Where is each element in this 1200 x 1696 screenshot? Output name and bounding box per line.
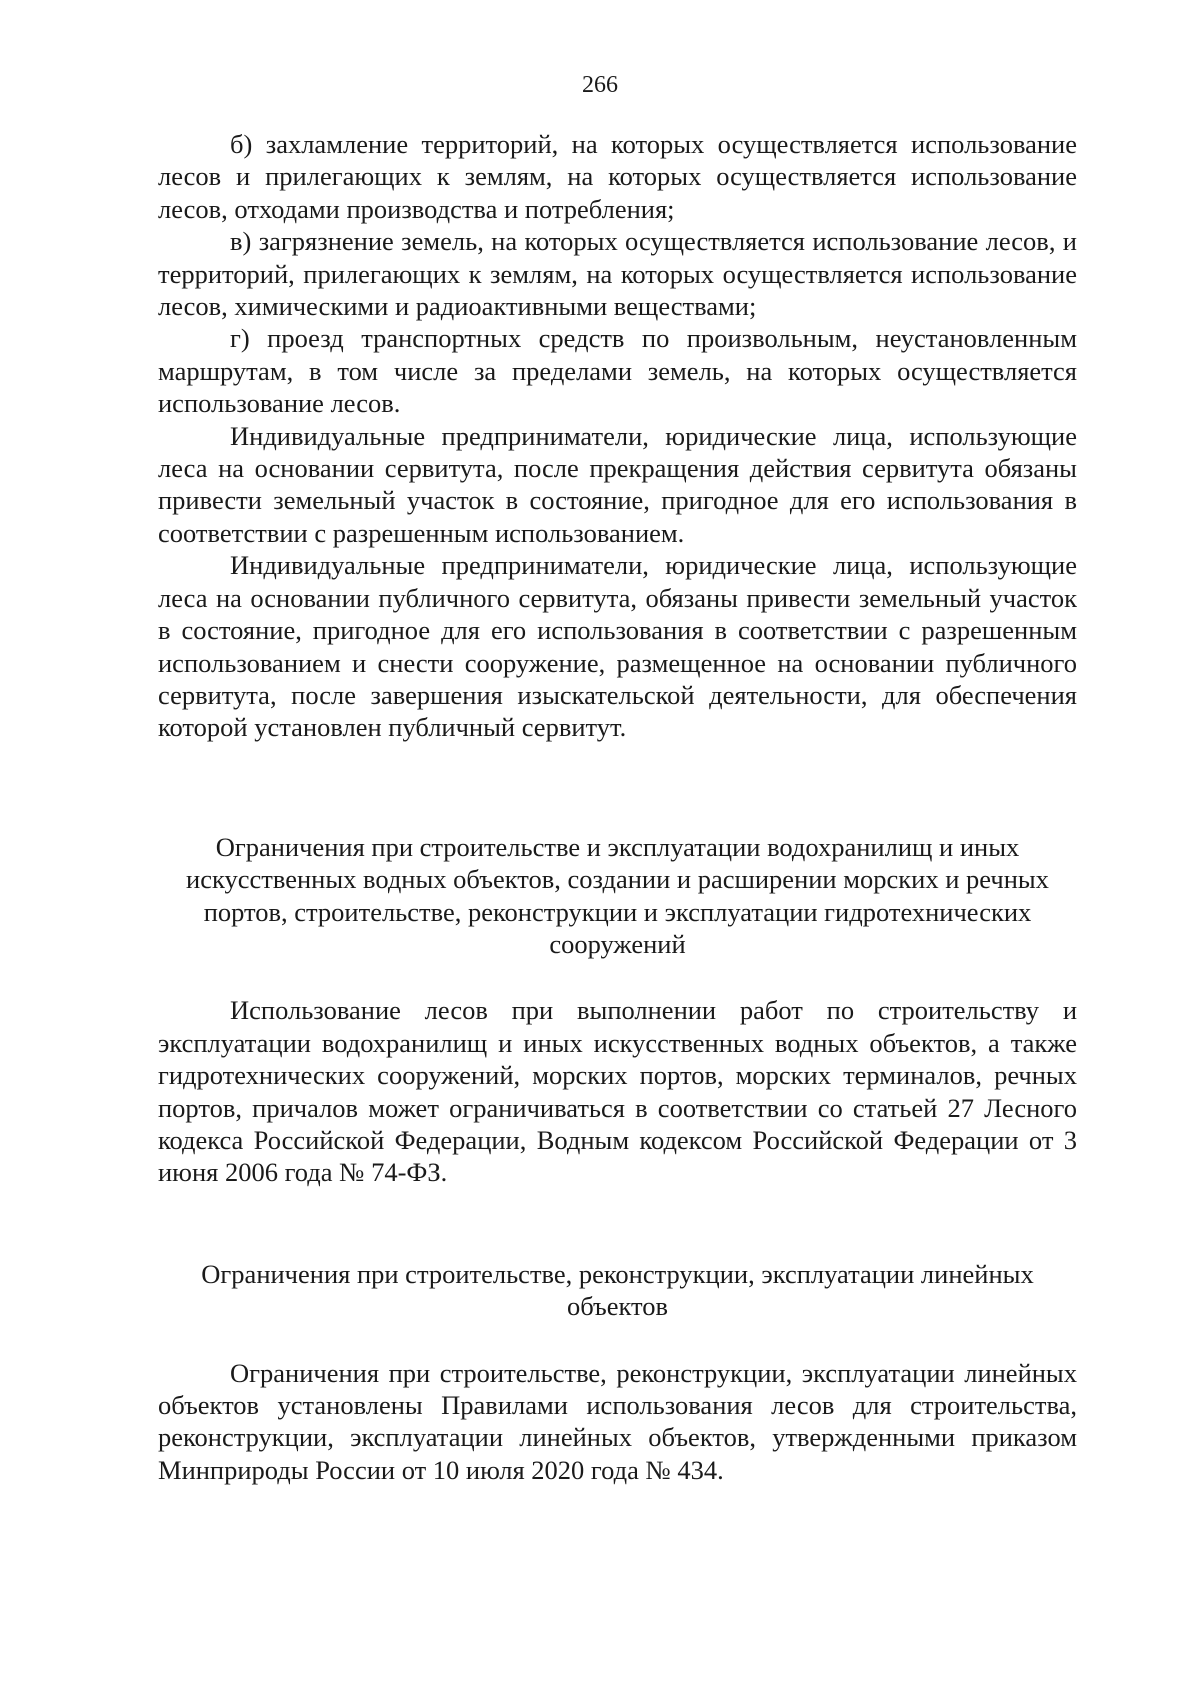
page-number: 266 [582, 72, 618, 98]
paragraph-public-servitude: Индивидуальные предприниматели, юридические лица, использующие леса на основании публичного сервитута, обязаны привести земельный участок в состояние, пригодное для его использования в соответствии с разрешенным использованием и снести сооружение, размещенное на основании публичного сервитута, после завершения изыскательской деятельности, для обеспечения которой установлен публичный сервитут. [158, 550, 1077, 743]
paragraph-servitude: Индивидуальные предприниматели, юридические лица, использующие леса на основании сервитута, после прекращения действия сервитута обязаны привести земельный участок в состояние, пригодное для его использования в соответствии с разрешенным использованием. [158, 420, 1077, 548]
section-heading-hydro: Ограничения при строительстве и эксплуатации водохранилищ и иных искусственных водных объектов, создании и расширении морских и речных портов, строительстве, реконструкции и эксплуатации гидротехнических сооружений [186, 831, 1049, 959]
paragraph-item-v: в) загрязнение земель, на которых осуществляется использование лесов, и территорий, прилегающих к землям, на которых осуществляется использование лесов, химическими и радиоактивными веществами; [158, 226, 1077, 322]
section-heading-linear: Ограничения при строительстве, реконструкции, эксплуатации линейных объектов [201, 1258, 1034, 1322]
paragraph-linear: Ограничения при строительстве, реконструкции, эксплуатации линейных объектов установлены Правилами использования лесов для строительства, реконструкции, эксплуатации линейных объектов, утвержденными приказом Минприроды России от 10 июля 2020 года № 434. [158, 1357, 1077, 1485]
paragraph-hydro: Использование лесов при выполнении работ по строительству и эксплуатации водохранилищ и иных искусственных водных объектов, а также гидротехнических сооружений, морских портов, морских терминалов, речных портов, причалов может ограничиваться в соответствии со статьей 27 Лесного кодекса Российской Федерации, Водным кодексом Российской Федерации от 3 июня 2006 года № 74-ФЗ. [158, 995, 1077, 1188]
heading-spacer [158, 960, 1077, 994]
paragraph-item-g: г) проезд транспортных средств по произвольным, неустановленным маршрутам, в том числе за пределами земель, на которых осуществляется использование лесов. [158, 323, 1077, 419]
paragraph-item-b: б) захламление территорий, на которых осуществляется использование лесов и прилегающих к землям, на которых осуществляется использование лесов, отходами производства и потребления; [158, 129, 1077, 224]
document-body [158, 128, 1077, 1486]
section-spacer [158, 744, 1077, 831]
heading-spacer [158, 1323, 1077, 1357]
section-spacer [158, 1189, 1077, 1258]
